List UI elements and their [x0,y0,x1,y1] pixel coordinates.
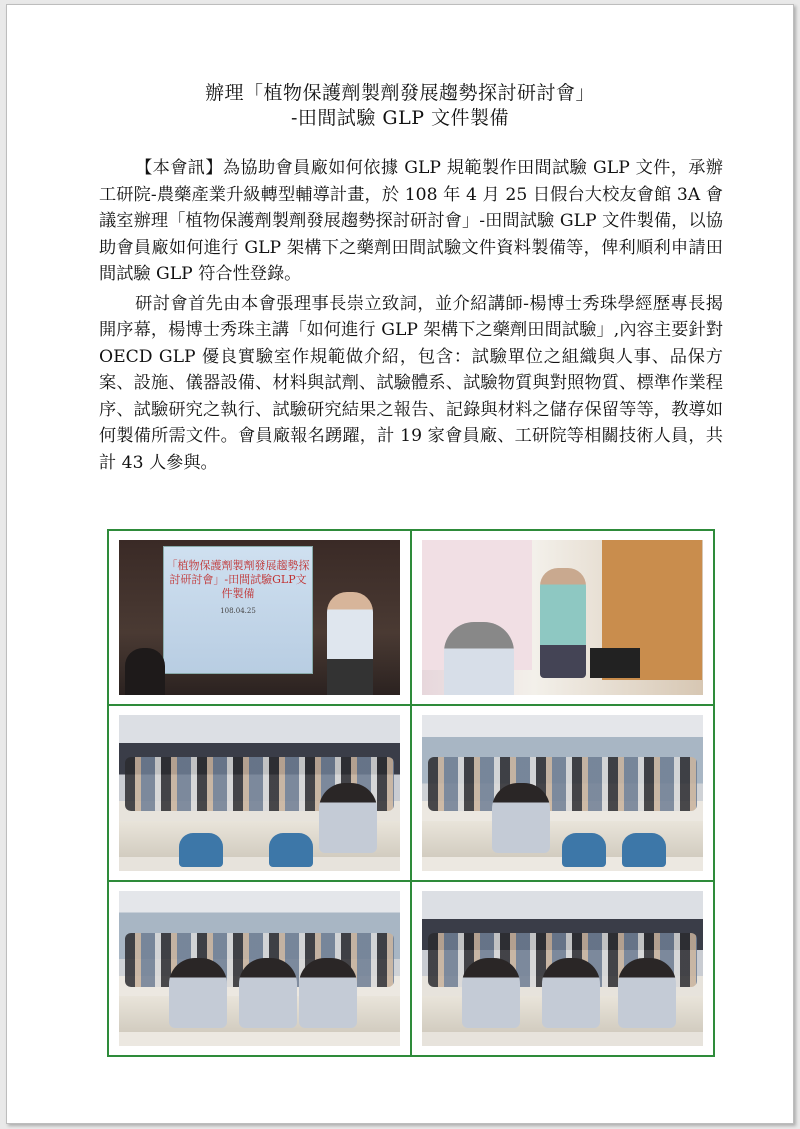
document-title [7,81,793,131]
listener-figure [444,622,514,695]
photo-audience-1 [119,715,400,870]
photo-speaker-slide [119,540,400,695]
title-line-2: -田間試驗 GLP 文件製備 [290,107,510,129]
lecturer-figure [540,568,586,678]
attendee-figure [169,958,227,1028]
projection-screen [163,546,313,674]
attendee-figure [492,783,550,853]
attendee-figure [299,958,357,1028]
photo-audience-2 [422,715,703,870]
attendee-figure [618,958,676,1028]
attendee-figure [239,958,297,1028]
photo-grid [107,529,715,1057]
chair [179,833,223,867]
photo-cell-3 [109,706,410,879]
photo-audience-3 [119,891,400,1046]
paragraph-intro: 【本會訊】為協助會員廠如何依據 GLP 規範製作田間試驗 GLP 文件，承辦工研院-農藥產業升級轉型輔導計畫，於 108 年 4 月 25 日假台大校友會館 3A 會議室辦理「植物保護劑製劑發展趨勢探討研討會」-田間試驗 GLP 文件製備，以協助會員廠如何進行 GLP 架構下之藥劑田間試驗文件資料製備等，俾利順利申請田間試驗 GLP 符合性登錄。 [99,158,723,284]
paragraph-details: 研討會首先由本會張理事長崇立致詞，並介紹講師-楊博士秀珠學經歷專長揭開序幕，楊博士秀珠主講「如何進行 GLP 架構下之藥劑田間試驗」,內容主要針對 OECD GLP 優良實驗室作規範做介紹，包含：試驗單位之組織與人事、品保方案、設施、儀器設備、材料與試劑、試驗體系、試驗物質與對照物質、標準作業程序、試驗研究之執行、試驗研究結果之報告、記錄與材料之儲存保留等等，教導如何製備所需文件。會員廠報名踴躍，計 19 家會員廠、工研院等相關技術人員，共計 43 人參與。 [99,293,723,473]
audience-head [125,648,165,695]
document-page [6,4,794,1124]
chair [269,833,313,867]
photo-audience-4 [422,891,703,1046]
chair [622,833,666,867]
photo-cell-1 [109,531,410,704]
photo-cell-4 [412,706,713,879]
photo-cell-6 [412,882,713,1055]
laptop [590,648,640,678]
attendee-figure [462,958,520,1028]
title-line-1: 辦理「植物保護劑製劑發展趨勢探討研討會」 [204,82,595,104]
attendee-figure [319,783,377,853]
chair [562,833,606,867]
photo-lecturer [422,540,703,695]
photo-cell-2 [412,531,713,704]
speaker-figure [327,592,373,695]
article-body [99,155,723,479]
attendee-figure [542,958,600,1028]
audience-rows [428,757,697,811]
slide-date: 108.04.25 [220,607,256,615]
slide-title: 「植物保護劑製劑發展趨勢探討研討會」-田間試驗GLP文件製備 [166,559,310,600]
photo-cell-5 [109,882,410,1055]
